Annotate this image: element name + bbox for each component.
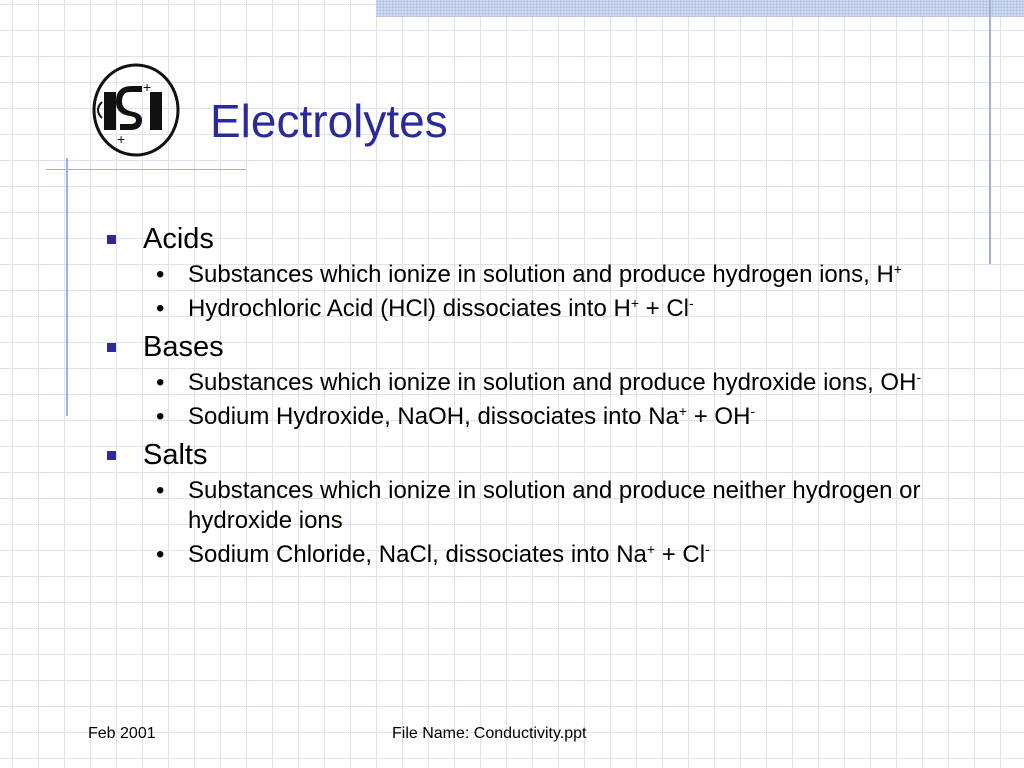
dot-bullet-icon: • <box>156 477 165 504</box>
bullet-acids <box>104 222 984 256</box>
sub-bullet <box>104 294 984 324</box>
svg-text:+: + <box>117 131 126 147</box>
title-underline <box>46 169 246 170</box>
bullet-label: Acids <box>143 223 214 255</box>
square-bullet-icon <box>107 235 116 244</box>
bullet-label: Salts <box>143 439 208 471</box>
footer-date: Feb 2001 <box>88 725 156 742</box>
superscript: - <box>916 369 922 385</box>
footer-file-name: File Name: Conductivity.ppt <box>392 725 587 742</box>
bullet-label: Bases <box>143 331 224 363</box>
square-bullet-icon <box>107 451 116 460</box>
superscript: + <box>678 403 688 419</box>
left-accent-line <box>66 158 68 416</box>
superscript: - <box>689 295 694 311</box>
sub-bullet-text: Substances which ionize in solution and produce hydrogen ions, H <box>188 261 894 288</box>
sub-bullet-text: Sodium Hydroxide, NaOH, dissociates into Na <box>188 403 679 430</box>
sub-bullet <box>104 540 984 570</box>
sub-bullet-text: Hydrochloric Acid (HCl) dissociates into H <box>188 295 631 322</box>
slide-content <box>104 220 984 570</box>
sub-bullet <box>104 402 984 432</box>
dot-bullet-icon: • <box>156 261 165 288</box>
dot-bullet-icon: • <box>156 369 165 396</box>
sub-bullet <box>104 368 984 398</box>
svg-text:+: + <box>143 79 152 95</box>
top-decorative-band <box>376 0 1024 17</box>
sub-bullet-tail: + OH <box>687 403 751 430</box>
superscript: - <box>750 403 756 419</box>
sub-bullet-tail: + Cl <box>655 541 706 568</box>
superscript: + <box>893 261 902 277</box>
sub-bullet-text: Substances which ionize in solution and produce neither hydrogen or hydroxide ions <box>188 477 921 534</box>
dot-bullet-icon: • <box>156 403 165 430</box>
sub-bullet <box>104 260 984 290</box>
sub-bullet-tail: + Cl <box>639 295 690 322</box>
isi-logo <box>90 62 182 158</box>
sub-bullet-text: Substances which ionize in solution and produce hydroxide ions, OH <box>188 369 917 396</box>
bullet-bases <box>104 330 984 364</box>
sub-bullet-text: Sodium Chloride, NaCl, dissociates into Na <box>188 541 647 568</box>
dot-bullet-icon: • <box>156 541 165 568</box>
bullet-salts <box>104 438 984 472</box>
superscript: + <box>646 541 656 557</box>
sub-bullet <box>104 476 984 536</box>
right-accent-line <box>989 0 991 264</box>
square-bullet-icon <box>107 343 116 352</box>
dot-bullet-icon: • <box>156 295 165 322</box>
superscript: - <box>705 541 710 557</box>
superscript: + <box>630 295 639 311</box>
slide-title: Electrolytes <box>210 95 448 147</box>
